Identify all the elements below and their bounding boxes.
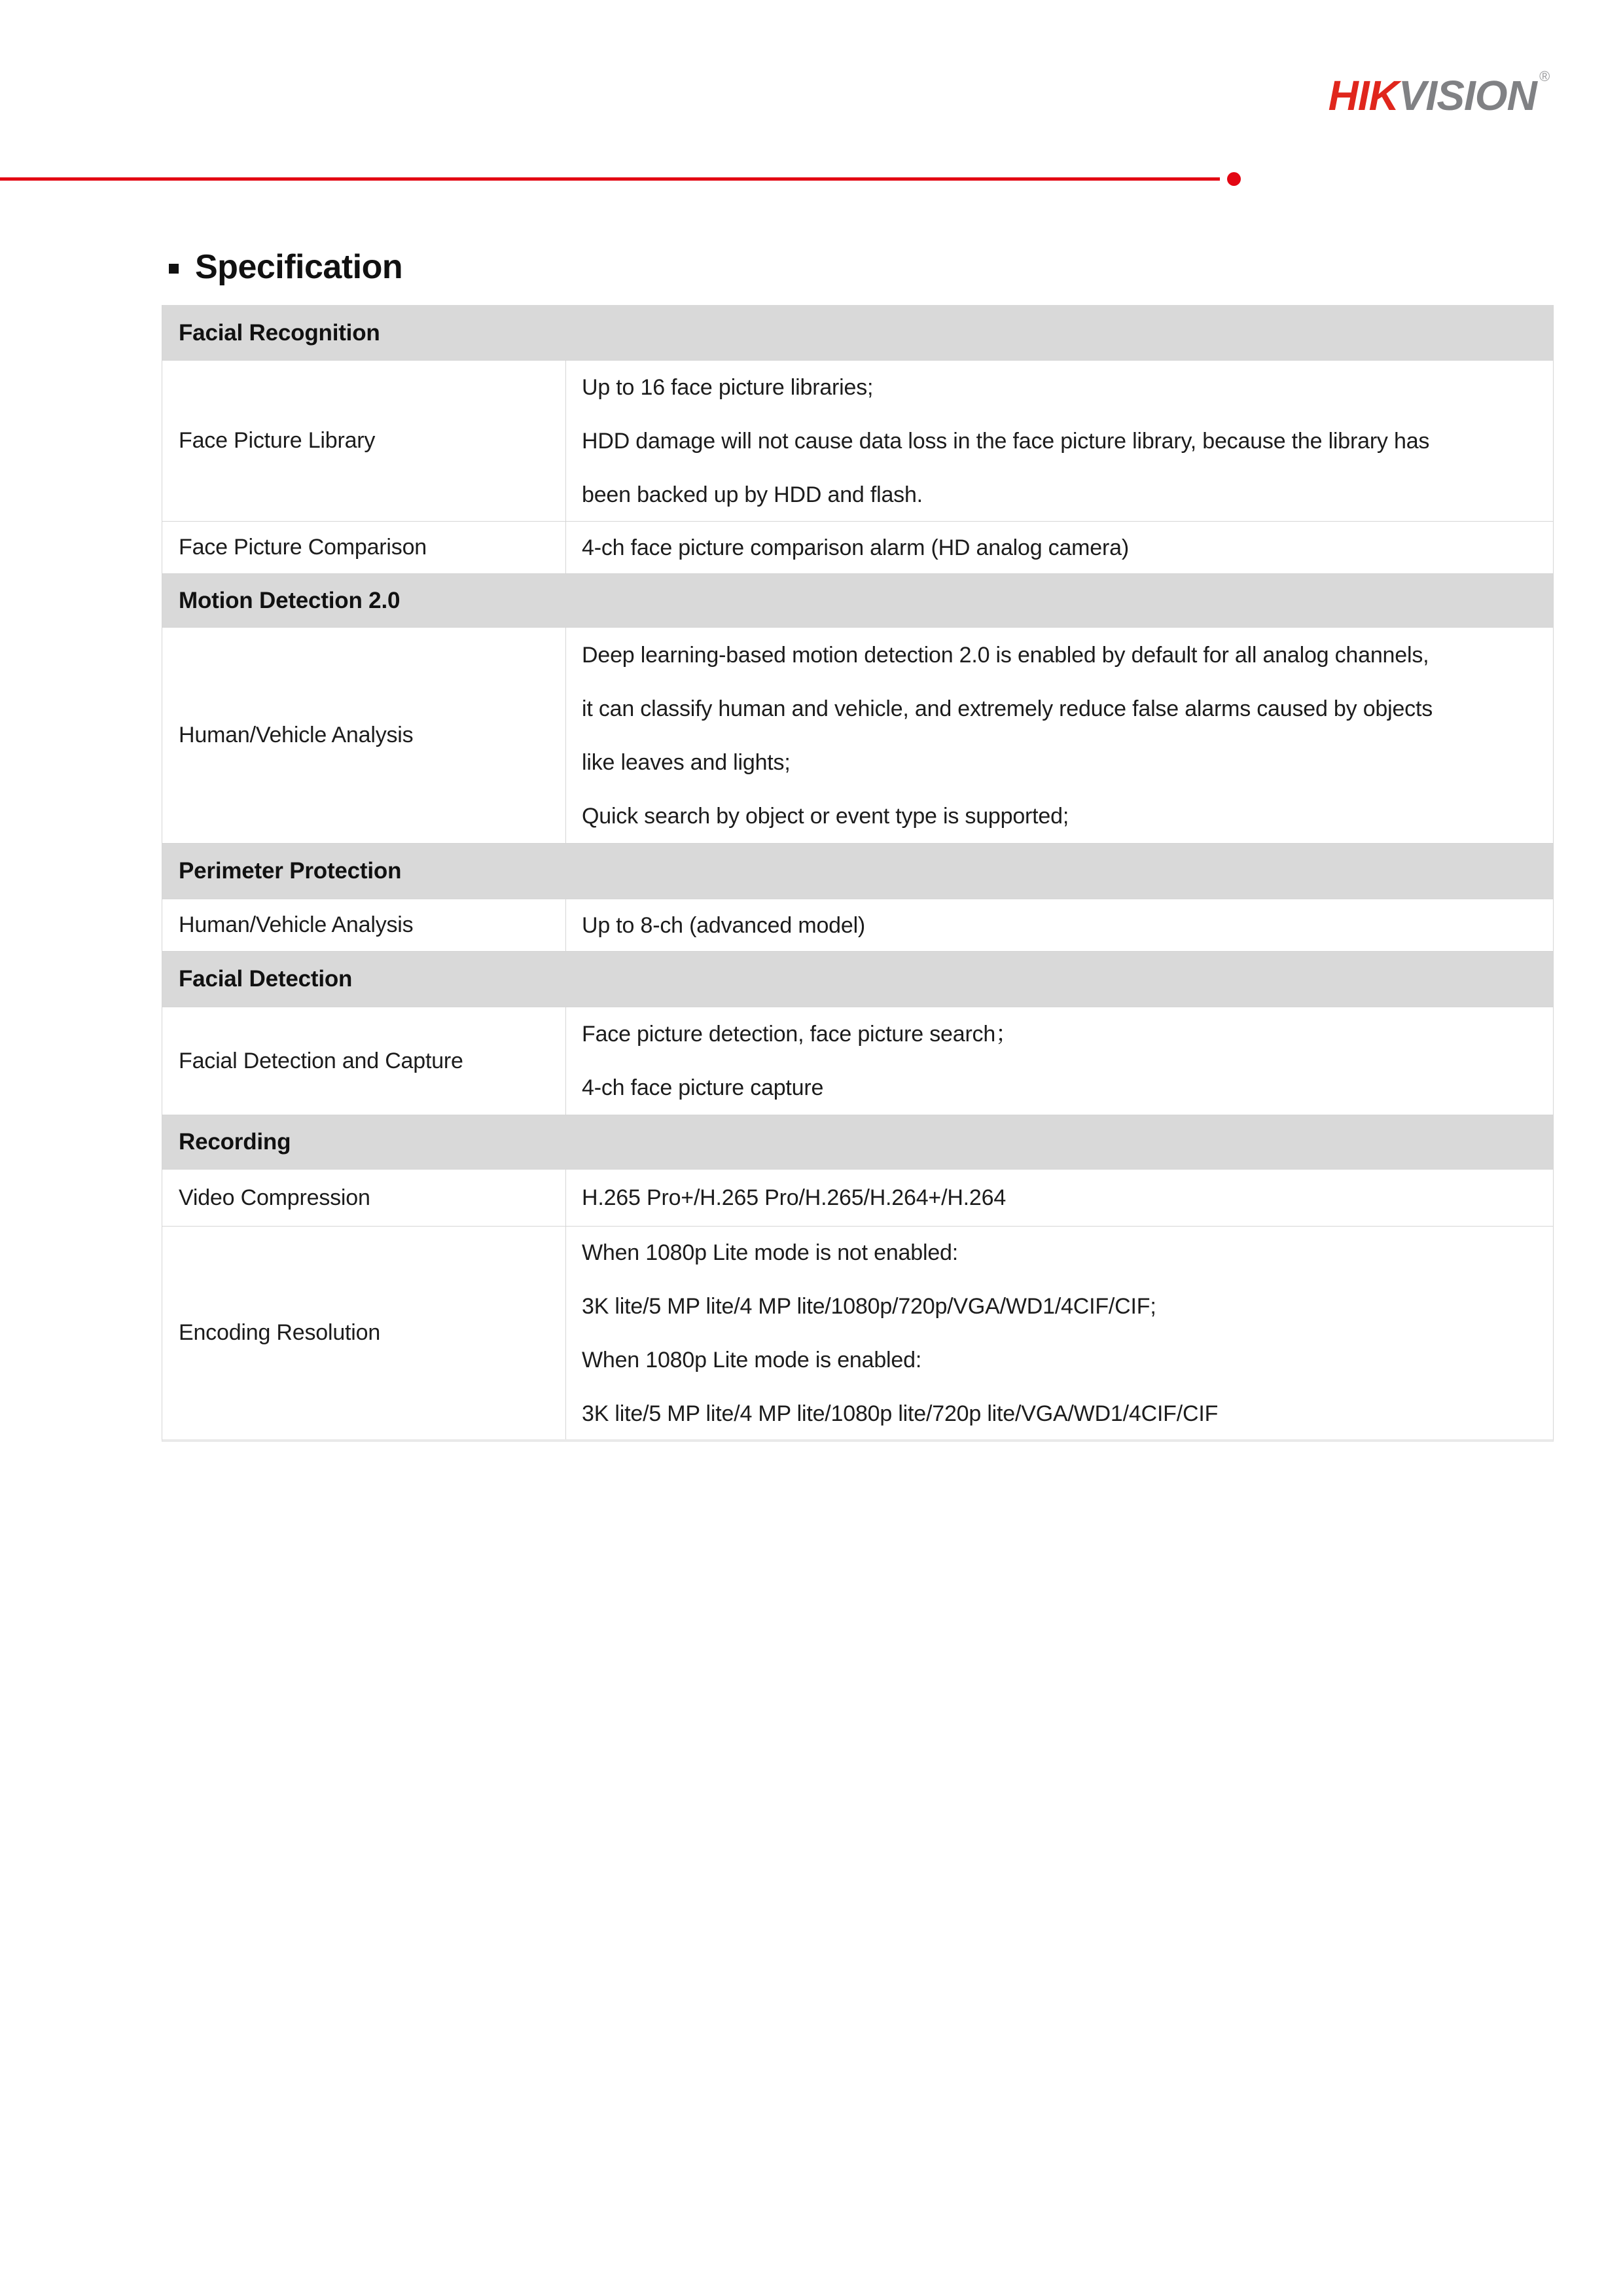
- spec-value-line: like leaves and lights;: [582, 749, 791, 775]
- spec-value-cell: [566, 1170, 1553, 1226]
- spec-value-line: 4-ch face picture comparison alarm (HD analog camera): [582, 535, 1129, 560]
- spec-value-cell: [566, 899, 1553, 951]
- table-section-header-motion-detection: [162, 574, 1553, 628]
- spec-value-line: 3K lite/5 MP lite/4 MP lite/1080p lite/720p lite/VGA/WD1/4CIF/CIF: [582, 1401, 1219, 1426]
- spec-label: Human/Vehicle Analysis: [179, 912, 414, 937]
- spec-label-cell: [162, 1007, 566, 1115]
- table-row-human-vehicle-analysis-perimeter: [162, 899, 1553, 952]
- spec-value-line: HDD damage will not cause data loss in the face picture library, because the library has: [582, 428, 1430, 454]
- section-header-label: Facial Detection: [179, 966, 353, 992]
- table-row-encoding-resolution: [162, 1227, 1553, 1439]
- spec-label: Facial Detection and Capture: [179, 1048, 463, 1073]
- spec-label-cell: [162, 628, 566, 843]
- section-header-label: Recording: [179, 1129, 291, 1155]
- table-section-header-perimeter-protection: [162, 844, 1553, 899]
- spec-label: Human/Vehicle Analysis: [179, 723, 414, 747]
- spec-label: Face Picture Comparison: [179, 535, 427, 560]
- logo-vision-text: VISION: [1398, 72, 1537, 119]
- table-row-face-picture-comparison: [162, 522, 1553, 574]
- spec-value-cell: [566, 522, 1553, 573]
- spec-label-cell: [162, 1170, 566, 1226]
- table-row-video-compression: [162, 1170, 1553, 1227]
- spec-label-cell: [162, 1227, 566, 1439]
- table-row-human-vehicle-analysis-motion: [162, 628, 1553, 844]
- square-bullet-icon: [169, 264, 179, 274]
- table-row-face-picture-library: [162, 361, 1553, 522]
- spec-label: Face Picture Library: [179, 428, 376, 453]
- section-header-label: Perimeter Protection: [179, 858, 402, 884]
- spec-value-line: Up to 8-ch (advanced model): [582, 912, 866, 938]
- spec-label-cell: [162, 899, 566, 951]
- specification-heading: [169, 247, 402, 287]
- section-header-label: Motion Detection 2.0: [179, 587, 401, 613]
- spec-value-line: 4-ch face picture capture: [582, 1075, 824, 1100]
- spec-value-line: When 1080p Lite mode is enabled:: [582, 1347, 922, 1372]
- spec-value-line: 3K lite/5 MP lite/4 MP lite/1080p/720p/VGA/WD1/4CIF/CIF;: [582, 1293, 1156, 1319]
- spec-value-cell: [566, 628, 1553, 843]
- spec-label-cell: [162, 361, 566, 521]
- hikvision-logo: [1329, 69, 1550, 117]
- spec-label-cell: [162, 522, 566, 573]
- logo-hik-text: HIK: [1328, 72, 1399, 119]
- spec-value-line: H.265 Pro+/H.265 Pro/H.265/H.264+/H.264: [582, 1185, 1007, 1210]
- spec-value-cell: [566, 1007, 1553, 1115]
- spec-value-cell: [566, 361, 1553, 521]
- registered-trademark-icon: ®: [1539, 68, 1550, 84]
- spec-value-line: Quick search by object or event type is supported;: [582, 803, 1069, 829]
- table-section-header-facial-detection: [162, 952, 1553, 1007]
- table-row-facial-detection-capture: [162, 1007, 1553, 1115]
- spec-value-line: it can classify human and vehicle, and extremely reduce false alarms caused by objects: [582, 696, 1433, 721]
- section-header-label: Facial Recognition: [179, 319, 380, 346]
- spec-value-line: Face picture detection, face picture search；: [582, 1022, 1018, 1047]
- spec-value-line: been backed up by HDD and flash.: [582, 482, 923, 507]
- spec-value-line: Up to 16 face picture libraries;: [582, 374, 874, 400]
- page-title: Specification: [195, 248, 403, 286]
- red-rule-end-dot: [1227, 172, 1241, 186]
- table-section-header-recording: [162, 1115, 1553, 1170]
- spec-value-line: Deep learning-based motion detection 2.0 is enabled by default for all analog channels,: [582, 642, 1429, 668]
- red-rule: [0, 177, 1220, 181]
- spec-label: Encoding Resolution: [179, 1320, 381, 1345]
- spec-table: [162, 305, 1554, 1442]
- spec-value-line: When 1080p Lite mode is not enabled:: [582, 1240, 958, 1265]
- table-section-header-facial-recognition: [162, 306, 1553, 361]
- spec-value-cell: [566, 1227, 1553, 1439]
- spec-label: Video Compression: [179, 1185, 370, 1210]
